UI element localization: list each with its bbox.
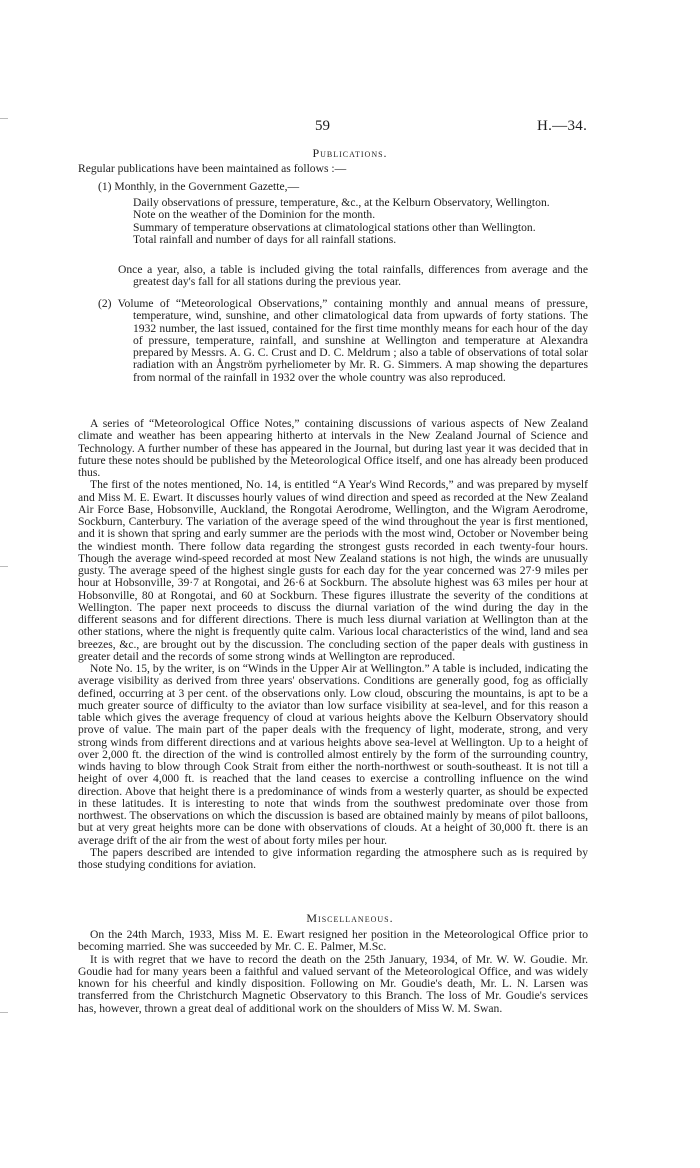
item1-sub-temperature-summary: Summary of temperature observations at climatological stations other than Wellington. bbox=[133, 220, 536, 234]
paragraph-meteorological-notes: A series of “Meteorological Office Notes,” containing discussions of various aspects of New Zealand climate and weather has been appearing hitherto at intervals in the New Zealand Journal of Science and Technology. A further number of these has appeared in the Journal, but during last year it was decided that in future these notes should be published by the Meteorological Office itself, and one has already been produced thus. bbox=[78, 417, 588, 479]
item1-label: (1) Monthly, in the Government Gazette,— bbox=[98, 180, 300, 193]
miscellaneous-heading: Miscellaneous. bbox=[306, 911, 394, 925]
publications-heading: Publications. bbox=[312, 146, 388, 160]
item2-paragraph: (2) Volume of “Meteorological Observations,” containing monthly and annual means of pressure, temperature, wind, sunshine, and other climatological data from upwards of forty stations. The 1932 number, the last issued, contained for the first time monthly means for each hour of the day of pressure, temperature, rainfall, and sunshine at Wellington and temperature at Alexandra prepared by Messrs. A. G. C. Crust and D. C. Meldrum ; also a table of observations of total solar radiation with an Ångström pyrheliometer by Mr. R. G. Simmers. A map showing the departures from normal of the rainfall in 1932 over the whole country was also reproduced. bbox=[98, 297, 588, 384]
item1-sub-list bbox=[133, 197, 588, 246]
item1-yearly-note: Once a year, also, a table is included giving the total rainfalls, differences from average and the greatest day's fall for all stations during the previous year. bbox=[118, 263, 588, 289]
margin-mark-bottom bbox=[0, 1012, 8, 1013]
margin-mark-middle bbox=[0, 566, 8, 567]
item1-sub-daily-observations: Daily observations of pressure, temperature, &c., at the Kelburn Observatory, Wellington. bbox=[133, 196, 550, 209]
miscellaneous-body bbox=[78, 929, 588, 1015]
publications-intro: Regular publications have been maintained as follows :— bbox=[78, 162, 347, 175]
document-reference: H.—34. bbox=[537, 118, 588, 134]
paragraph-note-14: The first of the notes mentioned, No. 14, is entitled “A Year's Wind Records,” and was prepared by myself and Miss M. E. Ewart. It discusses hourly values of wind direction and speed as recorded at the New Zealand Air Force Base, Hobsonville, Auckland, the Rongotai Aerodrome, Wellington, and the Wigram Aerodrome, Sockburn, Canterbury. The variation of the average speed of the wind throughout the year is first mentioned, and it is shown that spring and early summer are the periods with the most wind, October or November being the windiest month. There follow data regarding the strongest gusts recorded in each twenty-four hours. Though the average wind-speed recorded at most New Zealand stations is not high, the winds are unusually gusty. The average speed of the highest single gusts for each day for the year concerned was 27·9 miles per hour at Hobsonville, 39·7 at Rongotai, and 26·6 at Sockburn. The absolute highest was 63 miles per hour at Hobsonville, 80 at Rongotai, and 60 at Sockburn. These figures illustrate the severity of the conditions at Wellington. The paper next proceeds to discuss the diurnal variation of the wind during the day in the different seasons and for different directions. There is much less diurnal variation at Wellington than at the other stations, where the night is frequently quite calm. Various local characteristics of the wind, land and sea breezes, &c., are brought out by the discussion. The concluding section of the paper deals with gustiness in greater detail and the records of some strong winds at Wellington are reproduced. bbox=[78, 478, 588, 663]
item1-sub-weather-note: Note on the weather of the Dominion for the month. bbox=[133, 208, 376, 222]
item1-sub-rainfall: Total rainfall and number of days for all rainfall stations. bbox=[133, 232, 397, 246]
paragraph-goudie-death: It is with regret that we have to record the death on the 25th January, 1934, of Mr. W. W. Goudie. Mr. Goudie had for many years been a faithful and valued servant of the Meteorological Office, and was widely known for his cheerful and kindly disposition. Following on Mr. Goudie's death, Mr. L. N. Larsen was transferred from the Christchurch Magnetic Observatory to this Branch. The loss of Mr. Goudie's services has, however, thrown a great deal of additional work on the shoulders of Miss W. M. Swan. bbox=[78, 952, 588, 1015]
margin-mark-top bbox=[0, 118, 8, 119]
page-number: 59 bbox=[315, 118, 330, 134]
paragraph-note-15: Note No. 15, by the writer, is on “Winds in the Upper Air at Wellington.” A table is included, indicating the average visibility as derived from three years' observations. Conditions are generally good, fog as officially defined, occurring at 3 per cent. of the observations only. Low cloud, obscuring the mountains, is apt to be a much greater source of difficulty to the aviator than low surface visibility at sea-level, and for this reason a table which gives the average frequency of cloud at various heights above the Kelburn Observatory should prove of value. The main part of the paper deals with the frequency of light, moderate, strong, and very strong winds from different directions and at various heights above sea-level at Wellington. Up to a height of over 2,000 ft. the direction of the wind is controlled almost entirely by the form of the surrounding country, winds having to blow through Cook Strait from either the north-northwest or south-southeast. It is not till a height of over 4,000 ft. is reached that the land ceases to exercise a controlling influence on the wind direction. Above that height there is a predominance of winds from a westerly quarter, as should be expected in these latitudes. It is interesting to note that winds from the southwest predominate over those from northwest. The observations on which the discussion is based are obtained mainly by means of pilot balloons, but at very great heights more can be done with observations of clouds. At a height of 30,000 ft. there is an average drift of the air from the west of about forty miles per hour. bbox=[78, 662, 588, 847]
paragraph-ewart-resignation: On the 24th March, 1933, Miss M. E. Ewart resigned her position in the Meteorological Office prior to becoming married. She was succeeded by Mr. C. E. Palmer, M.Sc. bbox=[78, 928, 588, 954]
paragraph-papers-purpose: The papers described are intended to give information regarding the atmosphere such as is required by those studying conditions for aviation. bbox=[78, 845, 588, 871]
publications-body bbox=[78, 418, 588, 871]
